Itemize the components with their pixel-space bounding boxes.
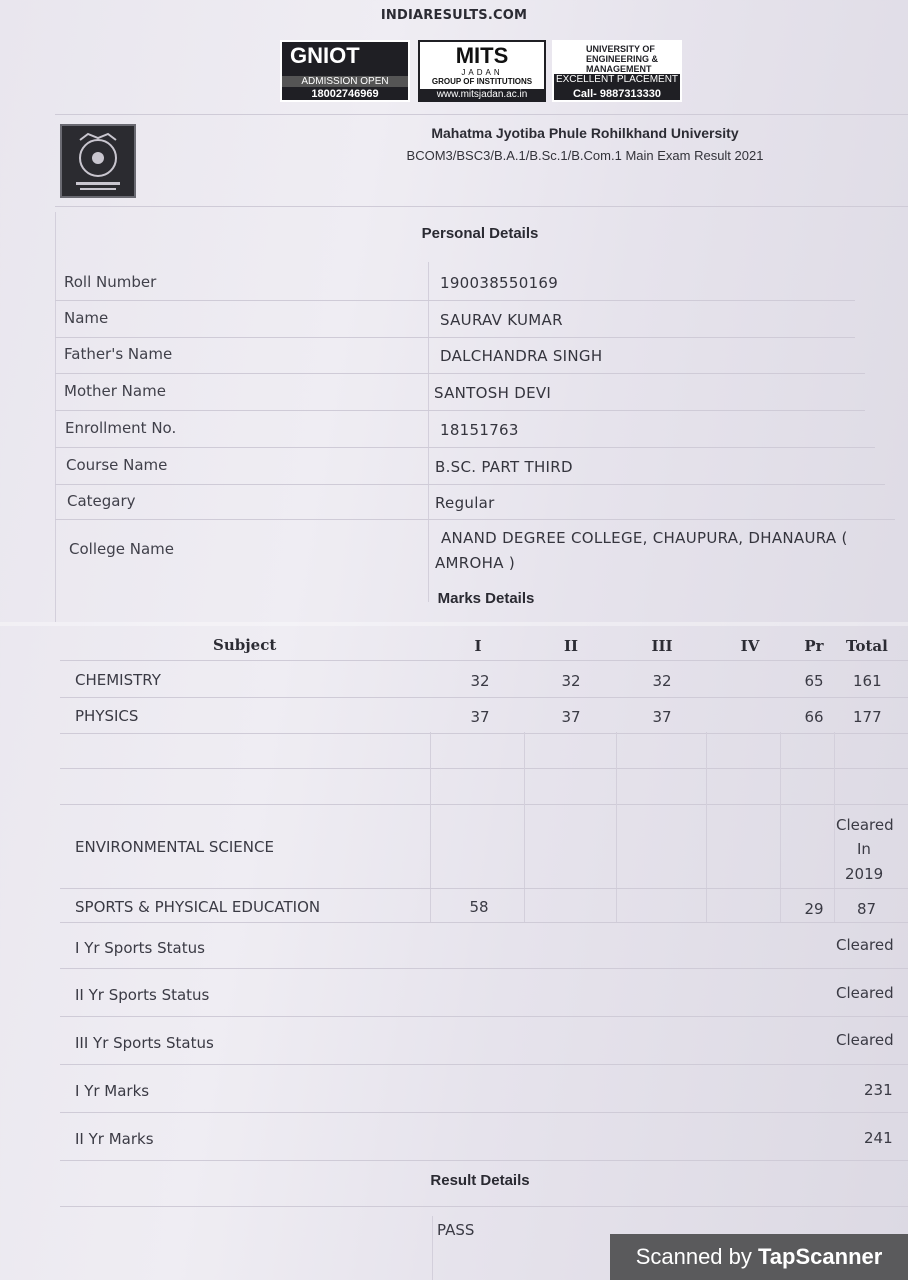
env-total-line2: In [857,840,871,858]
col-ii-header: II [563,637,579,655]
physics-ii: 37 [561,708,581,726]
chemistry-pr: 65 [804,672,824,690]
course-name-value: B.SC. PART THIRD [435,458,573,476]
roll-number-label: Roll Number [64,273,157,291]
row-divider [60,697,908,698]
mother-name-value: SANTOSH DEVI [434,384,552,402]
row-divider [60,888,908,889]
row-divider [55,447,875,448]
env-total-line3: 2019 [845,865,884,883]
row-divider [55,300,855,301]
row-divider [60,1112,908,1113]
result-value: PASS [437,1221,475,1239]
category-label: Categary [67,492,136,510]
table-border [428,262,429,602]
col-iii-header: III [651,637,673,655]
mits-logo-text: MITS [455,43,509,68]
col-divider [616,732,617,922]
personal-details-heading: Personal Details [421,225,539,242]
college-name-value-line2: AMROHA ) [435,554,515,572]
row-divider [60,1016,908,1017]
mother-name-label: Mother Name [64,382,166,400]
row-divider [60,1206,908,1207]
subject-column-header: Subject [213,636,277,654]
status-label-5: II Yr Marks [75,1130,154,1148]
table-border [55,212,56,622]
chemistry-total: 161 [853,672,882,690]
sports-total: 87 [857,900,877,918]
course-name-label: Course Name [66,456,168,474]
col-divider [834,732,835,922]
status-label-3: III Yr Sports Status [75,1034,214,1052]
chemistry-iii: 32 [652,672,672,690]
physics-i: 37 [470,708,490,726]
subject-physics: PHYSICS [75,707,139,725]
enrollment-label: Enrollment No. [65,419,177,437]
watermark-brand: TapScanner [758,1244,883,1269]
row-divider [55,337,855,338]
col-pr-header: Pr [804,637,824,655]
row-divider [60,968,908,969]
uem-name: UNIVERSITY OF ENGINEERING & MANAGEMENT [554,42,680,74]
env-total-line1: Cleared [836,816,894,834]
college-name-value-line1: ANAND DEGREE COLLEGE, CHAUPURA, DHANAURA ( [441,529,848,547]
mits-group: GROUP OF INSTITUTIONS [431,77,533,86]
chemistry-i: 32 [470,672,490,690]
row-divider [60,1160,908,1161]
uem-placement: EXCELLENT PLACEMENT [555,74,679,85]
physics-pr: 66 [804,708,824,726]
father-name-value: DALCHANDRA SINGH [440,347,603,365]
uem-ad-banner[interactable] [552,40,682,102]
uem-phone: Call- 9887313330 [572,88,662,100]
name-value: SAURAV KUMAR [440,311,563,329]
status-label-2: II Yr Sports Status [75,986,210,1004]
physics-iii: 37 [652,708,672,726]
sports-i: 58 [469,898,489,916]
roll-number-value: 190038550169 [440,274,559,292]
row-divider [55,519,895,520]
subject-environmental-science: ENVIRONMENTAL SCIENCE [75,838,274,856]
status-label-1: I Yr Sports Status [75,939,205,957]
university-name: Mahatma Jyotiba Phule Rohilkhand University [431,125,739,141]
gniot-phone: 18002746969 [311,88,379,100]
col-divider [430,732,431,922]
site-name: INDIARESULTS.COM [380,8,528,23]
status-value-3: Cleared [836,1031,894,1049]
divider [55,206,908,207]
col-iv-header: IV [740,637,760,655]
status-value-2: Cleared [836,984,894,1002]
watermark-prefix: Scanned by [635,1244,758,1269]
gniot-ad-banner[interactable] [280,40,410,102]
subject-chemistry: CHEMISTRY [75,671,161,689]
row-divider [55,410,865,411]
mits-sub: JADAN [461,68,503,77]
physics-total: 177 [853,708,882,726]
sports-pr: 29 [804,900,824,918]
scanner-watermark [610,1234,908,1280]
gniot-logo-text: GNIOT [290,43,360,68]
row-divider [55,484,885,485]
col-divider [432,1216,433,1280]
col-i-header: I [474,637,482,655]
father-name-label: Father's Name [64,345,173,363]
gniot-admission: ADMISSION OPEN [282,76,408,87]
status-label-4: I Yr Marks [75,1082,150,1100]
result-details-heading: Result Details [430,1172,530,1189]
chemistry-ii: 32 [561,672,581,690]
enrollment-value: 18151763 [440,421,519,439]
mits-ad-banner[interactable] [418,40,546,102]
paper-crease [0,622,908,626]
subject-sports: SPORTS & PHYSICAL EDUCATION [75,898,321,916]
exam-title: BCOM3/BSC3/B.A.1/B.Sc.1/B.Com.1 Main Exam Result 2021 [406,148,764,163]
name-label: Name [64,309,109,327]
college-name-label: College Name [69,540,174,558]
status-value-1: Cleared [836,936,894,954]
row-divider [60,660,908,661]
col-total-header: Total [846,637,888,655]
mits-url: www.mitsjadan.ac.in [420,89,544,100]
divider [55,114,908,115]
status-value-5: 241 [864,1129,893,1147]
university-emblem-icon [60,124,136,198]
row-divider [60,922,908,923]
col-divider [780,732,781,922]
col-divider [706,732,707,922]
row-divider [55,373,865,374]
marks-details-heading: Marks Details [437,590,535,607]
col-divider [524,732,525,922]
row-divider [60,1064,908,1065]
status-value-4: 231 [864,1081,893,1099]
category-value: Regular [435,494,495,512]
